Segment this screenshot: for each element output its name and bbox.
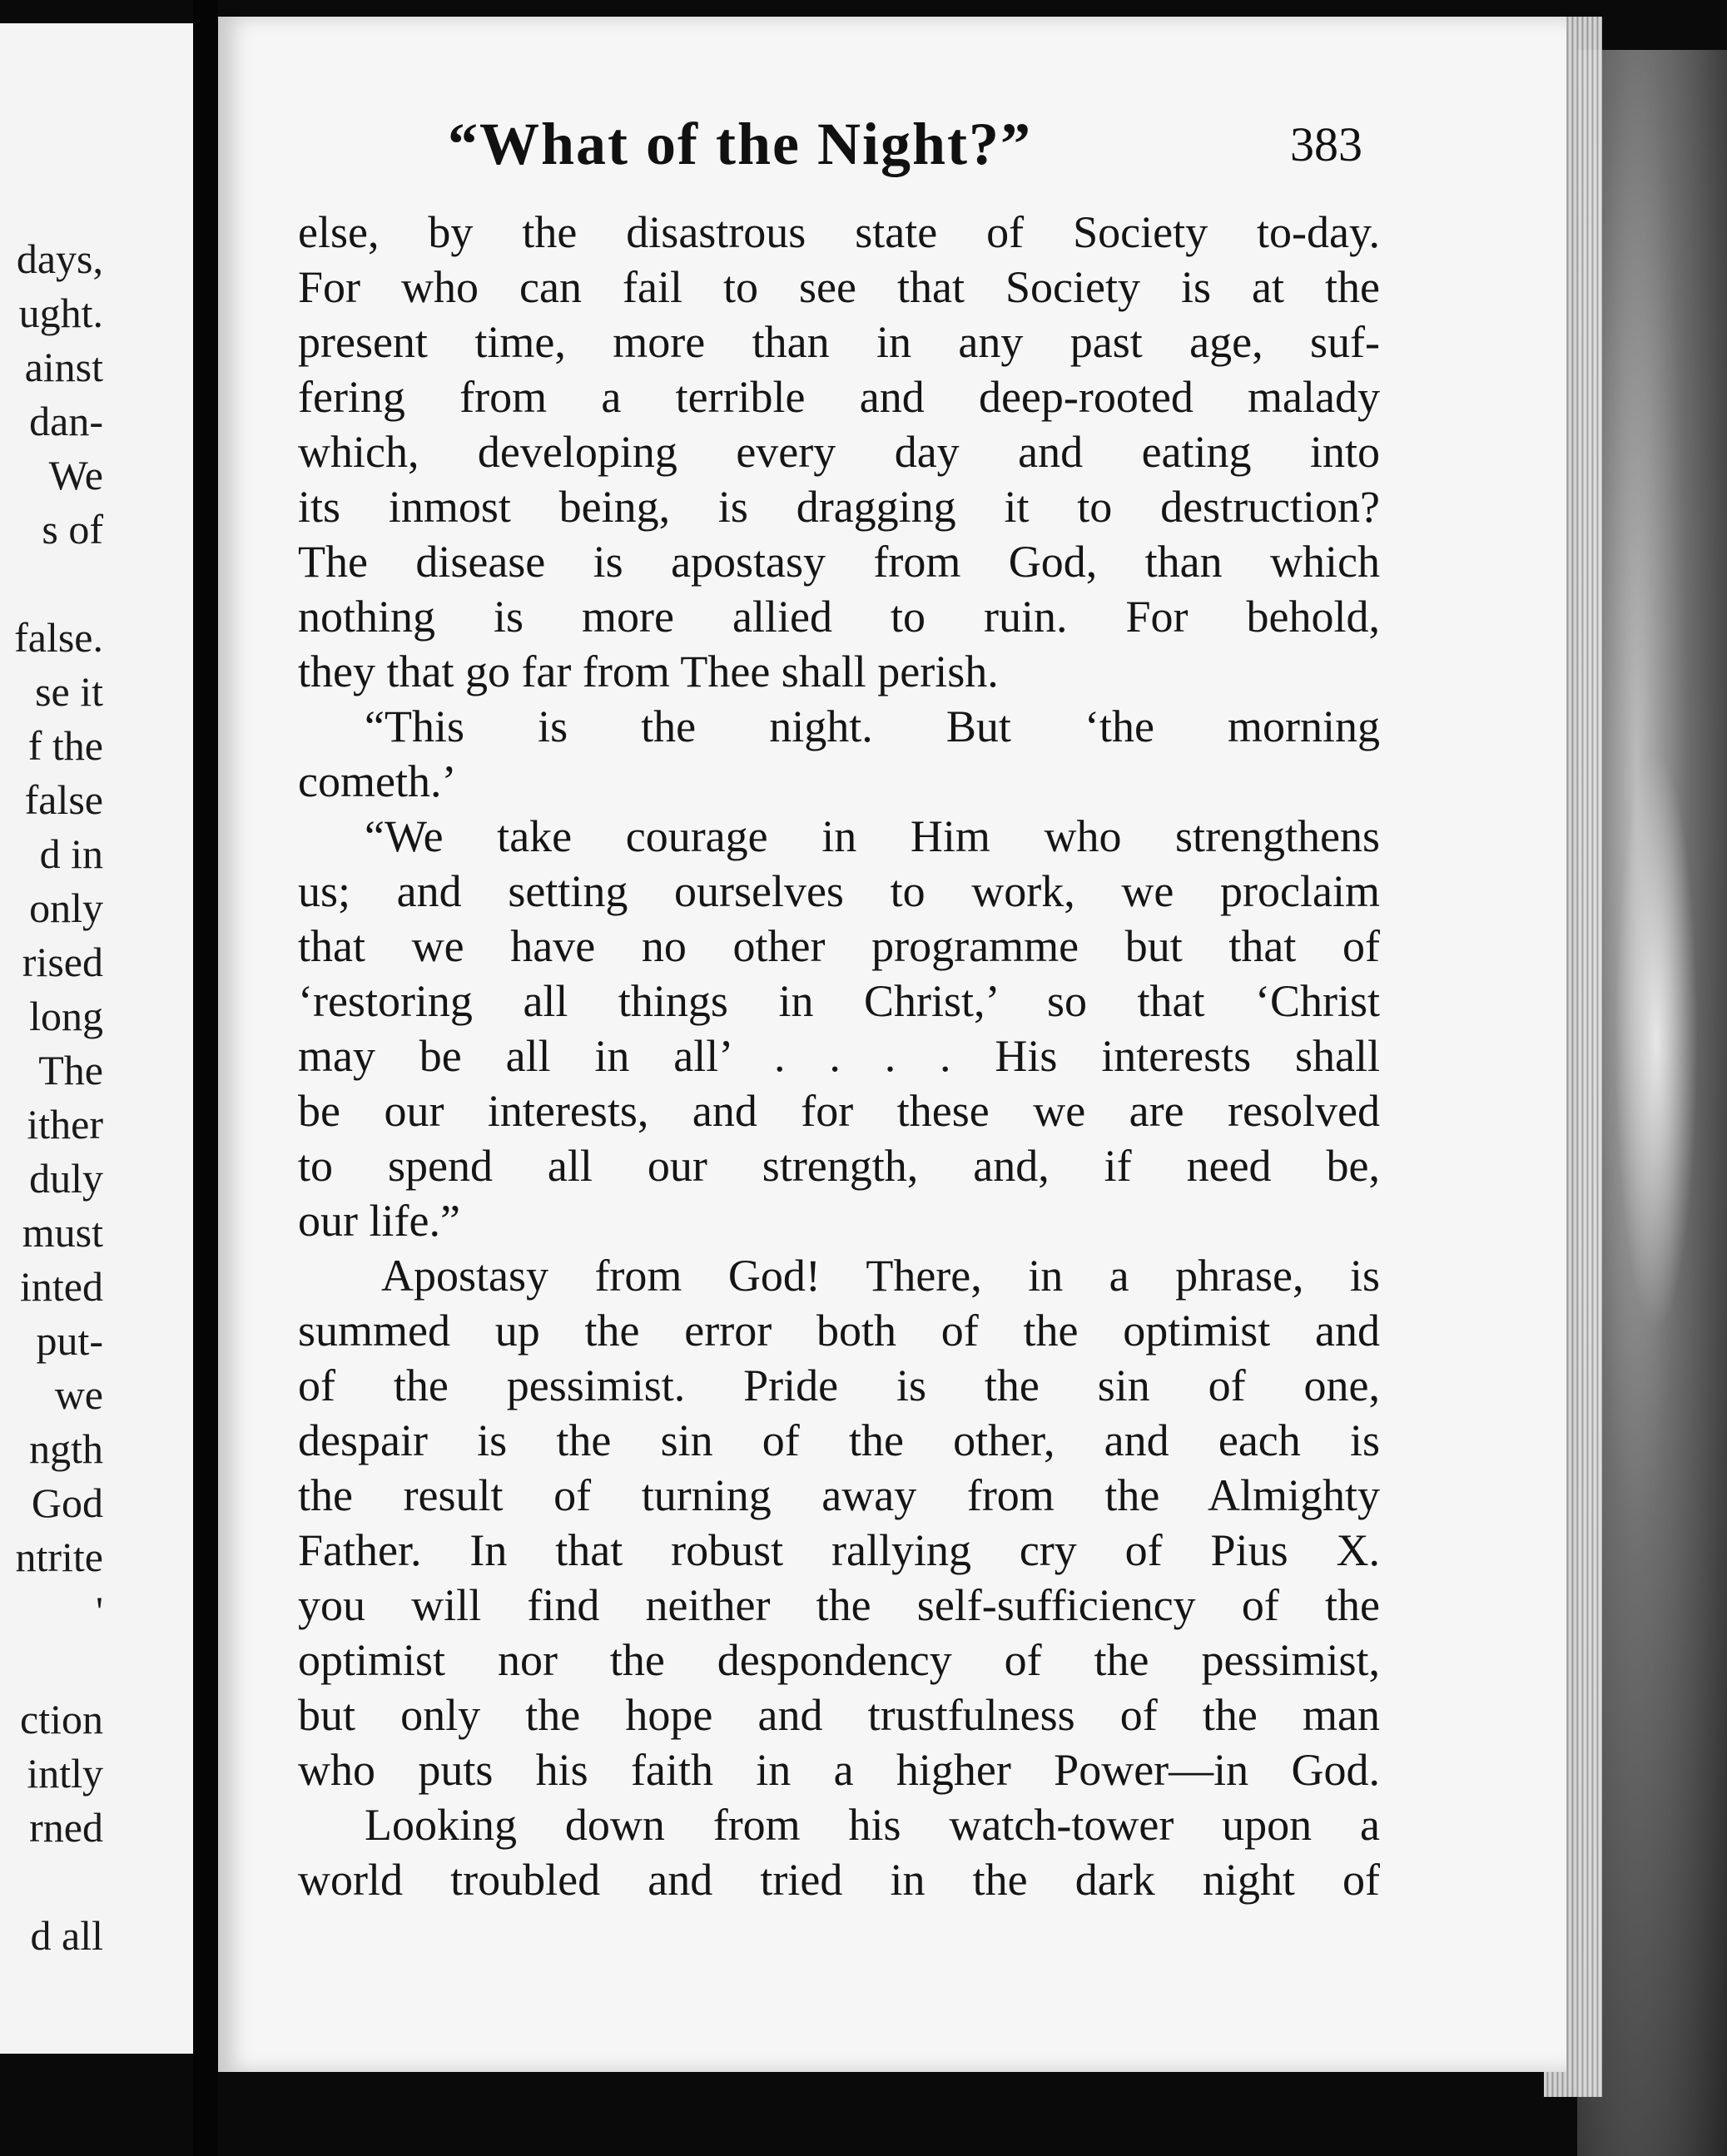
left-page-fragment: ction (20, 1696, 103, 1742)
text-line: which, developing every day and eating into (298, 427, 1380, 477)
text-line: Looking down from his watch-tower upon a (365, 1800, 1380, 1850)
page-body-text (298, 205, 1380, 1907)
text-line: its inmost being, is dragging it to destruction? (298, 482, 1380, 532)
text-line: Apostasy from God! There, in a phrase, is (381, 1251, 1380, 1301)
text-line: of the pessimist. Pride is the sin of one, (298, 1361, 1380, 1410)
left-page-fragment: put- (36, 1317, 103, 1364)
text-line: The disease is apostasy from God, than which (298, 537, 1380, 587)
text-line: cometh.’ (298, 756, 457, 806)
left-page-fragment: false (24, 776, 103, 823)
left-page-fragment: God (31, 1479, 103, 1526)
left-page-fragment: dan- (29, 398, 103, 444)
left-page-fragment: long (29, 993, 103, 1039)
text-line: summed up the error both of the optimist and (298, 1306, 1380, 1356)
text-line: For who can fail to see that Society is at the (298, 262, 1380, 312)
left-page-fragment: inted (20, 1263, 103, 1310)
left-page-fragment: ainst (24, 344, 103, 390)
text-line: our life.” (298, 1196, 460, 1246)
text-line: you will find neither the self-sufficiency of the (298, 1580, 1380, 1630)
text-line: to spend all our strength, and, if need be, (298, 1141, 1380, 1191)
text-line: but only the hope and trustfulness of the man (298, 1690, 1380, 1740)
book-gutter (193, 0, 218, 2156)
text-line: be our interests, and for these we are resolved (298, 1086, 1380, 1136)
left-page-fragment: must (22, 1209, 103, 1256)
left-page-fragment: d in (39, 830, 103, 877)
left-page-fragment: only (29, 885, 103, 931)
left-page-fragment: f the (27, 722, 103, 769)
text-line: nothing is more allied to ruin. For behold, (298, 592, 1380, 642)
left-page-fragment: ither (27, 1101, 103, 1147)
text-line: ‘restoring all things in Christ,’ so that ‘Christ (298, 976, 1380, 1026)
right-page (218, 17, 1566, 2072)
left-page-fragment: we (54, 1371, 103, 1418)
text-line: who puts his faith in a higher Power—in God. (298, 1745, 1380, 1795)
left-page-fragment: se it (35, 668, 103, 715)
left-page-fragment: d all (30, 1912, 103, 1959)
left-page-fragment: ntrite (15, 1534, 103, 1580)
left-page-fragment: The (38, 1047, 103, 1093)
text-line: us; and setting ourselves to work, we proclaim (298, 866, 1380, 916)
text-line: that we have no other programme but that of (298, 921, 1380, 971)
text-line: else, by the disastrous state of Society to-day. (298, 207, 1380, 257)
background-highlight (1615, 749, 1698, 1331)
left-page (0, 23, 196, 2054)
text-line: “This is the night. But ‘the morning (365, 701, 1380, 751)
text-line: present time, more than in any past age, suf- (298, 317, 1380, 367)
text-line: may be all in all’ . . . . His interests shall (298, 1031, 1380, 1081)
left-page-fragment: rned (29, 1804, 103, 1851)
left-page-fragment: false. (14, 614, 103, 661)
text-line: “We take courage in Him who strengthens (365, 811, 1380, 861)
left-page-fragment: ' (95, 1588, 103, 1634)
text-line: the result of turning away from the Almighty (298, 1470, 1380, 1520)
text-line: despair is the sin of the other, and each is (298, 1415, 1380, 1465)
text-line: fering from a terrible and deep-rooted malady (298, 372, 1380, 422)
running-title: “What of the Night?” (448, 111, 1032, 177)
text-line: they that go far from Thee shall perish. (298, 647, 999, 696)
text-line: optimist nor the despondency of the pessimist, (298, 1635, 1380, 1685)
text-line: world troubled and tried in the dark night of (298, 1855, 1380, 1905)
left-page-fragment: s of (42, 506, 103, 553)
left-page-fragment: days, (16, 235, 103, 282)
left-page-fragment: We (48, 452, 103, 498)
left-page-fragment: duly (29, 1155, 103, 1202)
left-page-fragment: ngth (29, 1425, 103, 1472)
text-line: Father. In that robust rallying cry of Pius X. (298, 1525, 1380, 1575)
left-page-fragment: intly (27, 1750, 103, 1797)
page-number: 383 (1290, 117, 1362, 171)
left-page-fragment: ught. (18, 290, 103, 336)
page-header (218, 110, 1566, 176)
left-page-fragment: rised (22, 939, 103, 985)
